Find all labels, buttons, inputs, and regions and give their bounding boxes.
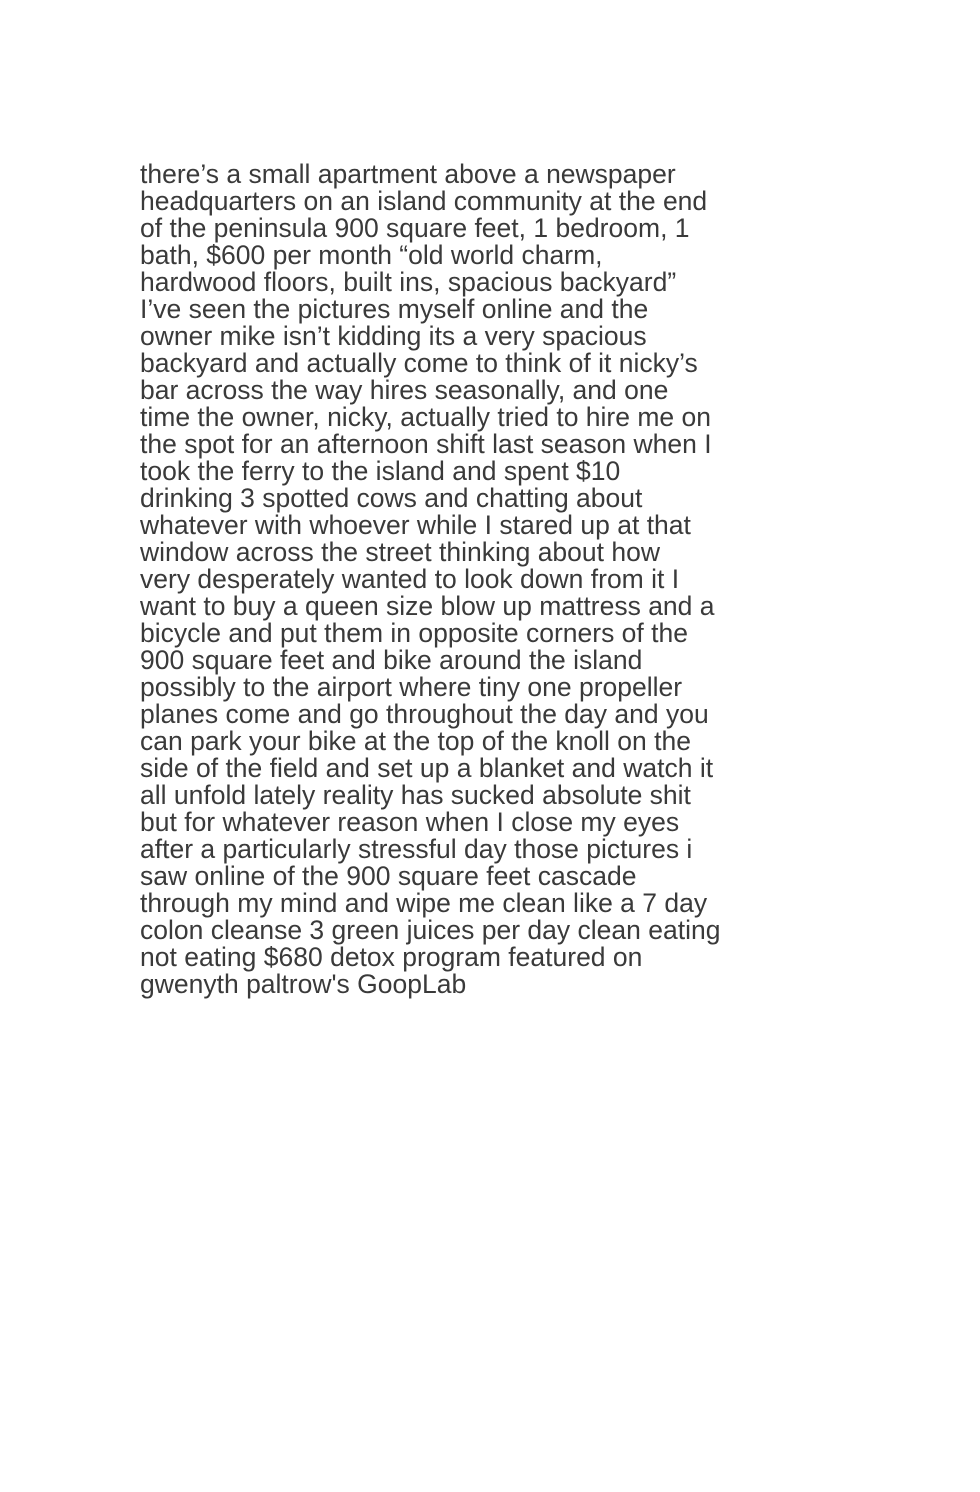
text-line: gwenyth paltrow's GoopLab [140, 969, 467, 999]
text-line: planes come and go throughout the day and you [140, 699, 709, 729]
text-line: I’ve seen the pictures myself online and the [140, 294, 649, 324]
text-line: bath, $600 per month “old world charm, [140, 240, 603, 270]
text-line: through my mind and wipe me clean like a 7 day [140, 888, 708, 918]
text-line: of the peninsula 900 square feet, 1 bedroom, 1 [140, 213, 690, 243]
text-line: very desperately wanted to look down from it I [140, 564, 680, 594]
text-line: side of the field and set up a blanket and watch it [140, 753, 714, 783]
text-line: backyard and actually come to think of it nicky’s [140, 348, 698, 378]
text-line: colon cleanse 3 green juices per day clean eating [140, 915, 721, 945]
text-line: bicycle and put them in opposite corners of the [140, 618, 688, 648]
text-line: headquarters on an island community at the end [140, 186, 708, 216]
text-line: window across the street thinking about how [140, 537, 660, 567]
text-line: owner mike isn’t kidding its a very spacious [140, 321, 647, 351]
text-line: not eating $680 detox program featured on [140, 942, 643, 972]
text-line: want to buy a queen size blow up mattress and a [140, 591, 715, 621]
text-line: possibly to the airport where tiny one propeller [140, 672, 683, 702]
text-line: drinking 3 spotted cows and chatting about [140, 483, 643, 513]
text-line: time the owner, nicky, actually tried to hire me on [140, 402, 711, 432]
text-line: there’s a small apartment above a newspaper [140, 159, 676, 189]
text-line: saw online of the 900 square feet cascade [140, 861, 637, 891]
text-line: can park your bike at the top of the knoll on the [140, 726, 691, 756]
text-line: hardwood floors, built ins, spacious backyard” [140, 267, 677, 297]
text-line: all unfold lately reality has sucked absolute shit [140, 780, 691, 810]
text-line: the spot for an afternoon shift last season when I [140, 429, 712, 459]
text-line: took the ferry to the island and spent $10 [140, 456, 621, 486]
text-line: whatever with whoever while I stared up at that [140, 510, 691, 540]
text-line: bar across the way hires seasonally, and one [140, 375, 669, 405]
text-line: 900 square feet and bike around the island [140, 645, 643, 675]
body-text [140, 161, 840, 998]
text-line: but for whatever reason when I close my eyes [140, 807, 680, 837]
text-line: after a particularly stressful day those pictures i [140, 834, 693, 864]
